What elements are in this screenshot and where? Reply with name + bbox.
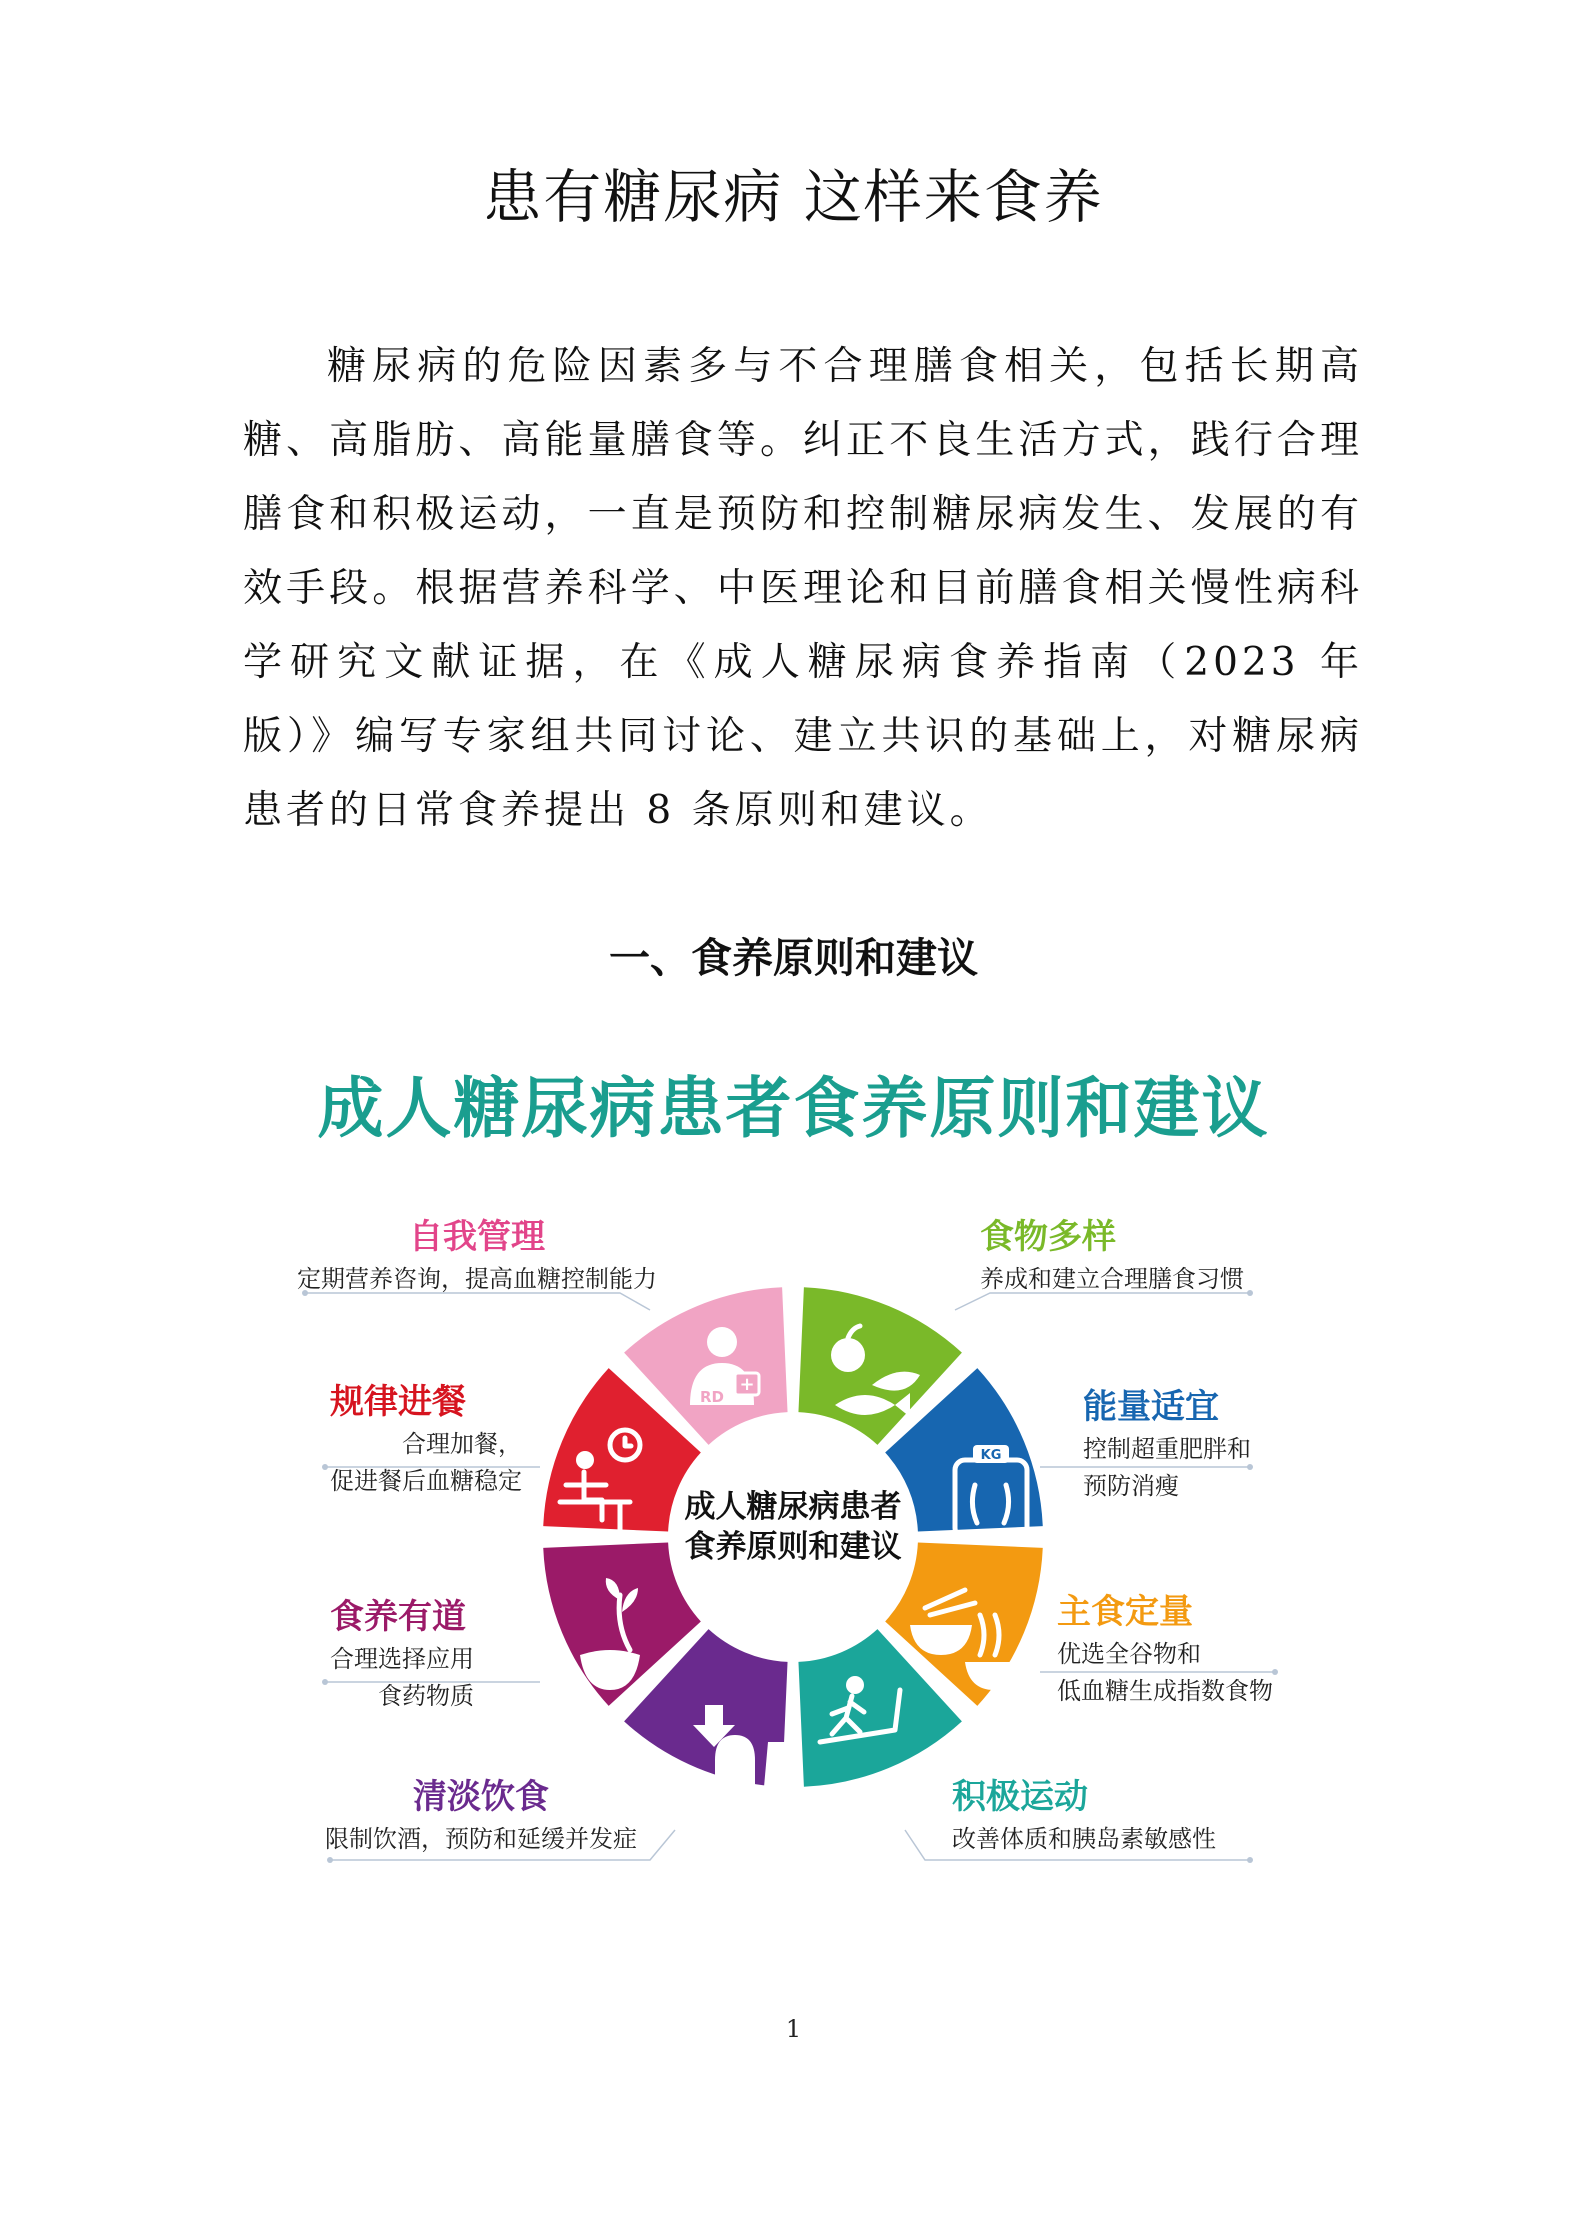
center-title-line2: 食养原则和建议 (684, 1529, 902, 1565)
kg-badge: KG (980, 1448, 1002, 1463)
rd-badge: RD (700, 1388, 725, 1406)
label-staple-food: 主食定量 优选全谷物和 低血糖生成指数食物 (1057, 1592, 1273, 1705)
infographic (0, 1040, 1587, 1900)
label-light-diet: 清淡饮食 限制饮酒，预防和延缓并发症 (325, 1777, 637, 1853)
section-heading: 一、食养原则和建议 (609, 934, 978, 982)
intro-paragraph: 糖尿病的危险因素多与不合理膳食相关，包括长期高糖、高脂肪、高能量膳食等。纠正不良生活方式，践行合理膳食和积极运动，一直是预防和控制糖尿病发生、发展的有效手段。根据营养科学、中医理论和目前膳食相关慢性病科学研究文献证据，在《成人糖尿病食养指南（2023 年版）》编写专家组共同讨论、建立共识的基础上，对糖尿病患者的日常食养提出 8 条原则和建议。 (243, 344, 1363, 833)
label-exercise: 积极运动 改善体质和胰岛素敏感性 (952, 1777, 1216, 1853)
svg-text:+: + (739, 1374, 755, 1395)
infographic-title: 成人糖尿病患者食养原则和建议 (317, 1070, 1270, 1147)
document-title: 患有糖尿病 这样来食养 (483, 163, 1104, 231)
label-self-management: 自我管理 定期营养咨询，提高血糖控制能力 (297, 1217, 657, 1293)
center-title-line1: 成人糖尿病患者 (684, 1489, 902, 1525)
label-regular-meals: 规律进餐 合理加餐， 促进餐后血糖稳定 (330, 1382, 522, 1495)
label-food-therapy: 食养有道 合理选择应用 食药物质 (330, 1597, 474, 1710)
principle-wheel (0, 1040, 1587, 1900)
page-number: 1 (785, 2015, 802, 2043)
label-energy: 能量适宜 控制超重肥胖和 预防消瘦 (1083, 1387, 1251, 1500)
label-food-variety: 食物多样 养成和建立合理膳食习惯 (980, 1217, 1244, 1293)
